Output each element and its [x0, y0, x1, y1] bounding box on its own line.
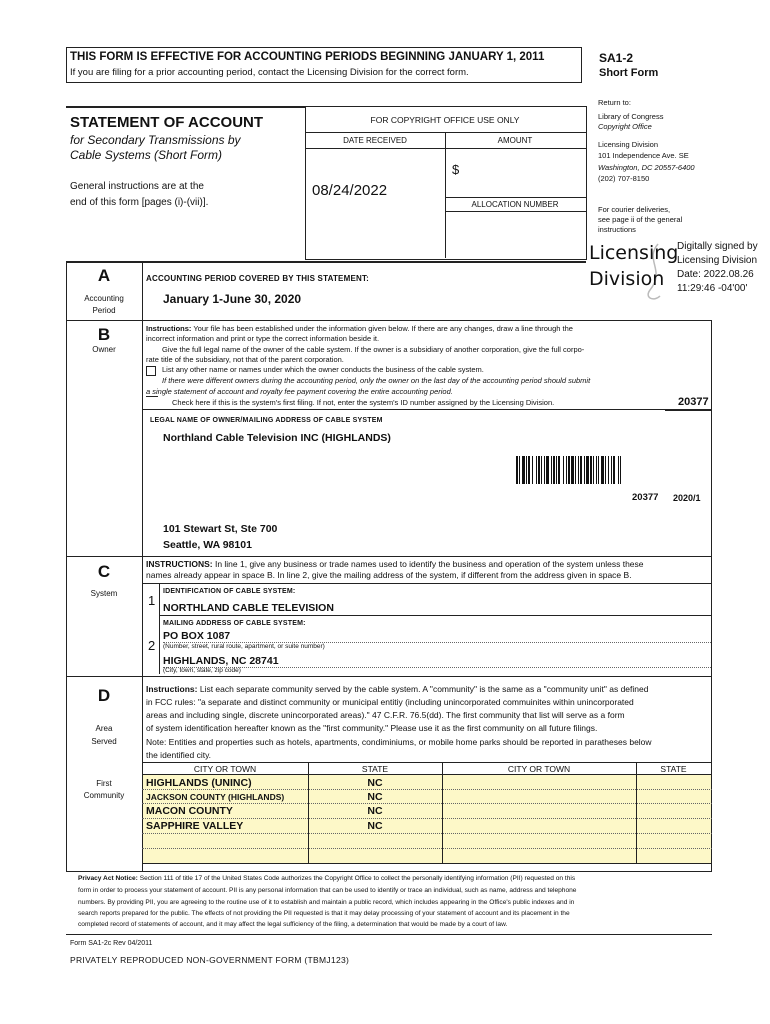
signature-detail-4: 11:29:46 -04'00' — [677, 283, 748, 294]
signature-word-1: Licensing — [589, 242, 679, 264]
office-use-heading: FOR COPYRIGHT OFFICE USE ONLY — [370, 115, 520, 125]
section-d-instructions-4: of system identification hereafter known as the "first community." Please use it as the first community on all future filings. — [146, 723, 598, 733]
return-to-label: Return to: — [598, 98, 631, 107]
community-city-2[interactable]: JACKSON COUNTY (HIGHLANDS) — [146, 792, 285, 802]
owner-legal-name[interactable]: Northland Cable Television INC (HIGHLANDS) — [163, 432, 391, 444]
privacy-notice-5: completed record of statements of account, and it may affect the legal sufficiency of the filing, a determination that would be made by a court of law. — [78, 921, 508, 928]
section-d-label-1: Area — [95, 724, 113, 733]
section-b-instructions-2: incorrect information and print or type the correct information beside it. — [146, 334, 380, 343]
section-b-instructions-8: Check here if this is the system's first filing. If not, enter the system's ID number assigned by the Licensing Division. — [172, 398, 555, 407]
section-d-instructions-1: Instructions: List each separate community served by the cable system. A "community" is the same as a "community unit" as defined — [146, 684, 649, 694]
section-c-instructions-2: names already appear in space B. In line 2, give the mailing address of the system, if different from the address given in space B. — [146, 570, 632, 580]
system-city[interactable]: HIGHLANDS, NC 28741 — [163, 655, 279, 667]
section-a-label-1: Accounting — [84, 294, 124, 303]
date-received-value: 08/24/2022 — [312, 182, 388, 199]
form-subtitle-2: Cable Systems (Short Form) — [70, 148, 223, 162]
general-instructions-2: end of this form [pages (i)-(vii)]. — [70, 197, 209, 208]
community-city-4[interactable]: SAPPHIRE VALLEY — [146, 820, 244, 832]
system-line-2-number: 2 — [148, 638, 156, 653]
owner-address-line-1[interactable]: 101 Stewart St, Ste 700 — [163, 523, 278, 535]
mailing-address-label: MAILING ADDRESS OF CABLE SYSTEM: — [163, 620, 306, 627]
section-b-instructions-4: rate title of the subsidiary, not that of the parent corporation. — [146, 355, 344, 364]
owner-address-line-2[interactable]: Seattle, WA 98101 — [163, 539, 252, 551]
col-state-header: STATE — [361, 764, 389, 774]
barcode — [516, 456, 706, 484]
general-instructions-1: General instructions are at the — [70, 181, 204, 192]
community-state-4[interactable]: NC — [367, 820, 383, 832]
col-state-header-2: STATE — [660, 764, 687, 774]
signature-detail-2: Licensing Division — [677, 255, 758, 266]
amount-label: AMOUNT — [497, 136, 533, 145]
section-d-label-2: Served — [91, 737, 117, 746]
privacy-notice-4: search reports prepared for the public. The effects of not providing the PII requested is that it may delay processing of your statement of account and its placement in the — [78, 910, 570, 917]
section-c-letter: C — [97, 562, 111, 581]
section-b-instructions-1: Instructions: Your file has been established under the information given below. If there are any changes, draw a line through the — [146, 324, 573, 333]
first-community-label-1: First — [96, 779, 112, 788]
first-community-label-2: Community — [83, 791, 125, 800]
effective-line: THIS FORM IS EFFECTIVE FOR ACCOUNTING PERIODS BEGINNING JANUARY 1, 2011 — [70, 51, 545, 63]
section-c-label: System — [90, 589, 118, 598]
section-b-letter: B — [97, 325, 111, 344]
section-b-instructions-5: List any other name or names under which the owner conducts the business of the cable system. — [162, 365, 484, 374]
other-names-checkbox[interactable] — [146, 366, 156, 376]
return-address-line-5: Washington, DC 20557-6400 — [598, 163, 695, 172]
system-line-1-number: 1 — [148, 593, 156, 608]
section-d-note-1: Note: Entities and properties such as hotels, apartments, condiminiums, or mobile home parks should be reported in paratheses below — [146, 737, 652, 747]
courier-note-3: instructions — [598, 225, 636, 234]
return-address-line-4: 101 Independence Ave. SE — [598, 151, 689, 160]
return-address-line-6: (202) 707-8150 — [598, 174, 650, 183]
section-c-instructions-1: INSTRUCTIONS: In line 1, give any business or trade names used to identify the business and operation of the system unless these — [146, 559, 644, 569]
return-address-line-3: Licensing Division — [598, 140, 659, 149]
system-identification-value[interactable]: NORTHLAND CABLE TELEVISION — [163, 602, 334, 614]
amount-dollar-sign: $ — [452, 162, 460, 177]
section-b-instructions-6: If there were different owners during the accounting period, only the owner on the last day of the accounting period should submit — [162, 376, 591, 385]
form-subtitle-1: for Secondary Transmissions by — [70, 133, 241, 147]
form-type: Short Form — [599, 67, 659, 79]
street-caption: (Number, street, rural route, apartment, or suite number) — [163, 643, 325, 650]
signature-detail-3: Date: 2022.08.26 — [677, 269, 754, 280]
section-a-label-2: Period — [92, 306, 116, 315]
accounting-period-value: January 1-June 30, 2020 — [163, 292, 302, 306]
legal-name-label: LEGAL NAME OF OWNER/MAILING ADDRESS OF CABLE SYSTEM — [150, 417, 383, 424]
barcode-period: 2020/1 — [673, 493, 701, 503]
section-b-instructions-3: Give the full legal name of the owner of the cable system. If the owner is a subsidiary of another corporation, give the full corpo- — [162, 345, 585, 354]
section-b-instructions-7: a single statement of account and royalty fee payment covering the entire accounting period. — [146, 387, 453, 396]
signature-word-2: Division — [589, 268, 665, 290]
section-d-instructions-3: areas and including single, discrete unincorporated areas)." 47 C.F.R. 76.5(dd). The first community that list will serve as a form — [146, 710, 625, 720]
system-id-number: 20377 — [678, 396, 709, 408]
date-received-label: DATE RECEIVED — [343, 136, 407, 145]
community-state-2[interactable]: NC — [367, 791, 383, 803]
form-code: SA1-2 — [599, 51, 634, 65]
section-b-label: Owner — [92, 345, 116, 354]
form-title: STATEMENT OF ACCOUNT — [70, 114, 264, 131]
courier-note-1: For courier deliveries, — [598, 205, 671, 214]
privately-reproduced-note: PRIVATELY REPRODUCED NON-GOVERNMENT FORM (TBMJ123) — [70, 955, 350, 965]
prior-period-line: If you are filing for a prior accounting period, contact the Licensing Division for the correct form. — [70, 67, 469, 78]
section-d-instructions-2: in FCC rules: "a separate and distinct community or municipal entitiy (including unincorporated commuinites within unincorporated — [146, 697, 634, 707]
form-revision: Form SA1-2c Rev 04/2011 — [70, 940, 153, 947]
allocation-number-label: ALLOCATION NUMBER — [471, 200, 559, 209]
city-caption: (City, town, state, zip code) — [163, 667, 241, 674]
privacy-notice-2: form in order to process your statement of account. PII is any personal information that can be used to identify or trace an individual, such as name, address and telephone — [78, 887, 577, 894]
signature-detail-1: Digitally signed by — [677, 241, 758, 252]
barcode-id: 20377 — [632, 492, 659, 503]
return-address-line-2: Copyright Office — [598, 122, 652, 131]
courier-note-2: see page ii of the general — [598, 215, 683, 224]
accounting-period-heading: ACCOUNTING PERIOD COVERED BY THIS STATEMENT: — [146, 274, 370, 283]
privacy-notice-1: Privacy Act Notice: Section 111 of title 17 of the United States Code authorizes the Copyright Office to collect the personally identifying information (PII) requested on this — [78, 875, 576, 882]
section-d-letter: D — [97, 686, 111, 705]
community-state-3[interactable]: NC — [367, 805, 383, 817]
community-city-1[interactable]: HIGHLANDS (UNINC) — [146, 777, 252, 789]
section-d-note-2: the identified city. — [146, 750, 212, 760]
community-city-3[interactable]: MACON COUNTY — [146, 805, 233, 817]
col-city-header-2: CITY OR TOWN — [507, 764, 571, 774]
identification-label: IDENTIFICATION OF CABLE SYSTEM: — [163, 588, 296, 595]
section-a-letter: A — [97, 266, 111, 285]
community-state-1[interactable]: NC — [367, 777, 383, 789]
col-city-header: CITY OR TOWN — [193, 764, 257, 774]
return-address-line-1: Library of Congress — [598, 112, 664, 121]
privacy-notice-3: numbers. By providing PII, you are agreeing to the routine use of it to establish and maintain a public record, which includes appearing in the Office's public indexes and in — [78, 899, 575, 906]
system-po-box[interactable]: PO BOX 1087 — [163, 630, 231, 642]
